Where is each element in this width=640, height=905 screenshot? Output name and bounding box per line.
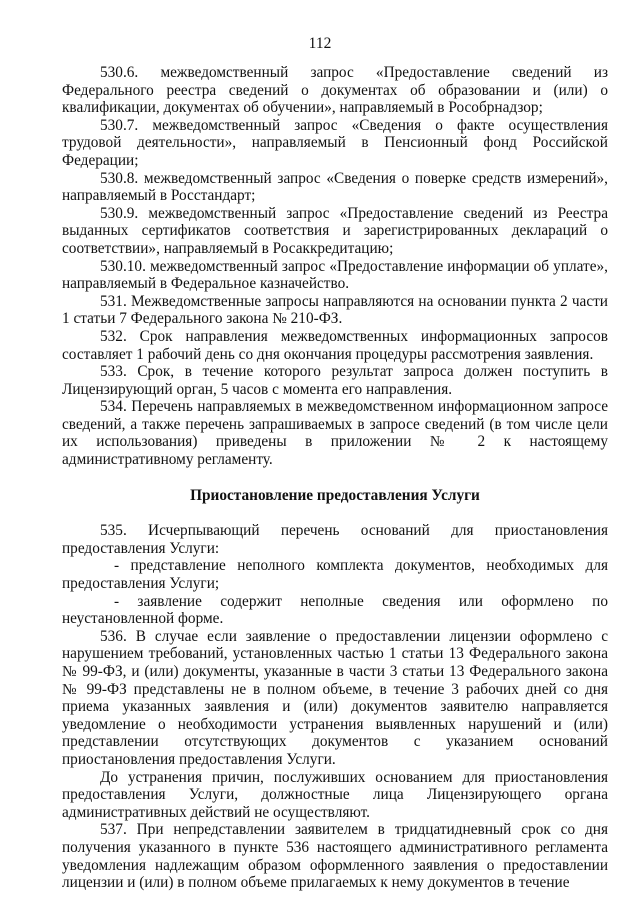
section-heading: Приостановление предоставления Услуги [190, 486, 480, 504]
list-item-incomplete-documents: - представление неполного комплекта документов, необходимых для предоставления Услуги; [62, 557, 608, 593]
document-body [62, 64, 608, 892]
paragraph-530-7: 530.7. межведомственный запрос «Сведения о факте осуществления трудовой деятельности», направляемый в Пенсионный фонд Российской Федерации; [62, 116, 608, 169]
paragraph-531: 531. Межведомственные запросы направляются на основании пункта 2 части 1 статьи 7 Федерального закона № 210-ФЗ. [62, 292, 608, 328]
paragraph-until-elimination: До устранения причин, послуживших основанием для приостановления предоставления Услуги, должностные лица Лицензирующего органа административных действий не осуществляют. [62, 768, 608, 821]
paragraph-530-6: 530.6. межведомственный запрос «Предоставление сведений из Федерального реестра сведений о документах об образовании и (или) о квалификации, документах об обучении», направляемый в Рособрнадзор; [62, 64, 608, 117]
paragraph-530-10: 530.10. межведомственный запрос «Предоставление информации об уплате», направляемый в Федеральное казначейство. [62, 257, 608, 293]
paragraph-535: 535. Исчерпывающий перечень оснований для приостановления предоставления Услуги: [62, 522, 608, 557]
paragraph-534: 534. Перечень направляемых в межведомственном информационном запросе сведений, а также перечень запрашиваемых в запросе сведений (в том числе цели их использования) приведены в приложении № 2 к настоящему административному регламенту. [62, 398, 608, 469]
paragraph-530-8: 530.8. межведомственный запрос «Сведения о поверке средств измерений», направляемый в Росстандарт; [62, 169, 608, 205]
paragraph-532: 532. Срок направления межведомственных информационных запросов составляет 1 рабочий день со дня окончания процедуры рассмотрения заявления. [62, 327, 608, 363]
paragraph-537: 537. При непредставлении заявителем в тридцатидневный срок со дня получения указанного в пункте 536 настоящего административного регламента уведомления надлежащим образом оформленного заявления о предоставлении лицензии и (или) в полном объеме прилагаемых к нему документов в течение [62, 821, 608, 892]
page-number: 112 [308, 35, 332, 52]
paragraph-536: 536. В случае если заявление о предоставлении лицензии оформлено с нарушением требований, установленных частью 1 статьи 13 Федерального закона № 99-ФЗ, и (или) документы, указанные в части 3 статьи 13 Федерального закона № 99-ФЗ представлены не в полном объеме, в течение 3 рабочих дней со дня приема указанных заявления и (или) документов заявителю направляется уведомление о необходимости устранения выявленных нарушений и (или) представлении отсутствующих документов с указанием оснований приостановления предоставления Услуги. [62, 627, 608, 768]
list-item-incomplete-application: - заявление содержит неполные сведения или оформлено по неустановленной форме. [62, 592, 608, 628]
paragraph-530-9: 530.9. межведомственный запрос «Предоставление сведений из Реестра выданных сертификатов соответствия и зарегистрированных деклараций о соответствии», направляемый в Росаккредитацию; [62, 204, 608, 257]
paragraph-533: 533. Срок, в течение которого результат запроса должен поступить в Лицензирующий орган, 5 часов с момента его направления. [62, 363, 608, 398]
